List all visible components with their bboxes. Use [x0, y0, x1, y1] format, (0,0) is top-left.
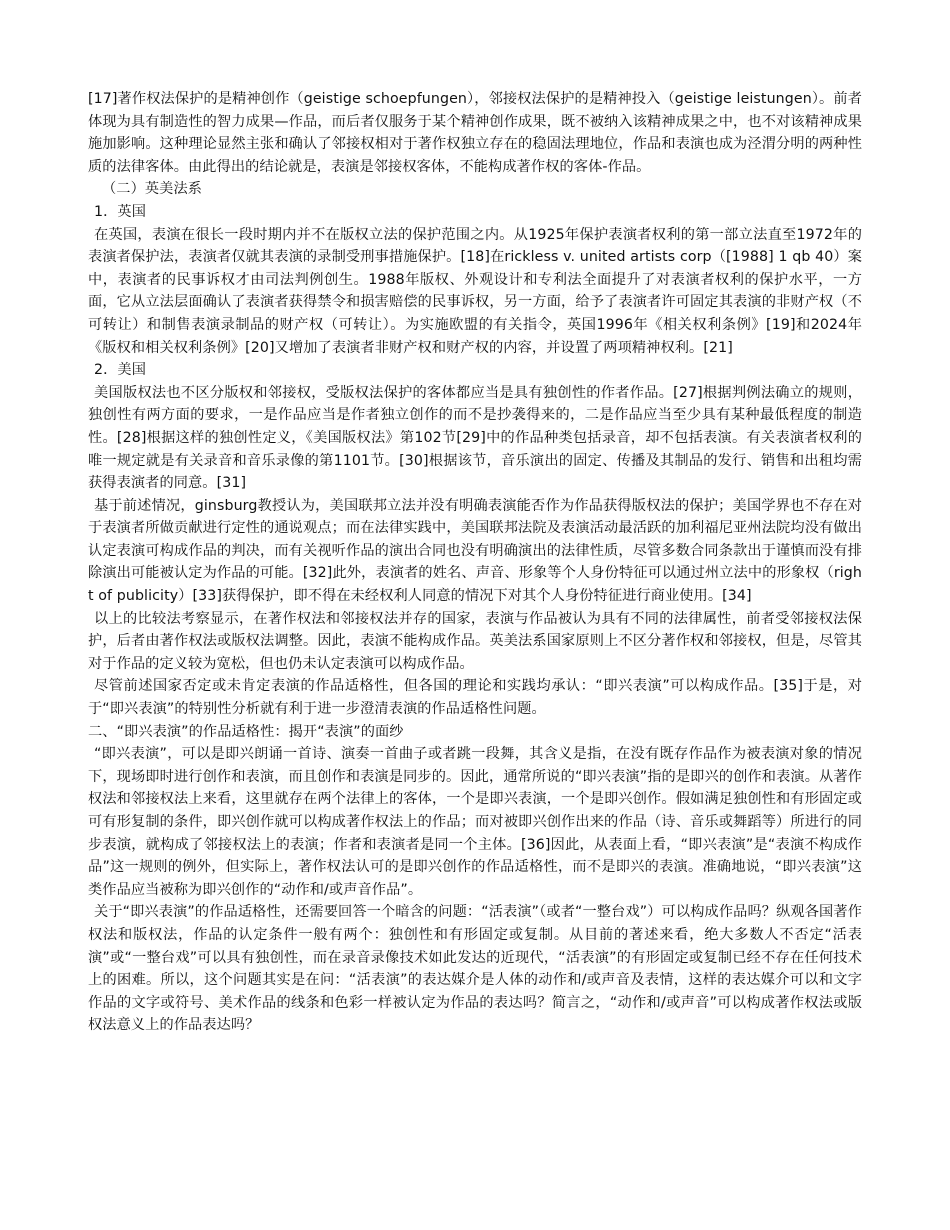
- paragraph-improvisation-definition: “即兴表演”，可以是即兴朗诵一首诗、演奏一首曲子或者跳一段舞，其含义是指，在没有既存作品作为被表演对象的情况下，现场即时进行创作和表演，而且创作和表演是同步的。因此，通常所说的“即兴表演”指的是即兴的创作和表演。从著作权法和邻接权法上来看，这里就存在两个法律上的客体，一个是即兴表演，一个是即兴创作。假如满足独创性和有形固定或可有形复制的条件，即兴创作就可以构成著作权法上的作品；而对被即兴创作出来的作品（诗、音乐或舞蹈等）所进行的同步表演，就构成了邻接权法上的表演；作者和表演者是同一个主体。[36]因此，从表面上看，“即兴表演”是“表演不构成作品”这一规则的例外，但实际上，著作权法认可的是即兴创作的作品适格性，而不是即兴的表演。准确地说，“即兴表演”这类作品应当被称为即兴创作的“动作和/或声音作品”。: [88, 746, 862, 898]
- paragraph-live-performance-question: 关于“即兴表演”的作品适格性，还需要回答一个暗含的问题：“活表演”（或者“一整台戏”）可以构成作品吗？纵观各国著作权法和版权法，作品的认定条件一般有两个：独创性和有形固定或复制。从目前的著述来看，绝大多数人不否定“活表演”或“一整台戏”可以具有独创性，而在录音录像技术如此发达的近现代，“活表演”的有形固定或复制已经不存在任何技术上的困难。所以，这个问题其实是在问：“活表演”的表达媒介是人体的动作和/或声音及表情，这样的表达媒介可以和文字作品的文字或符号、美术作品的线条和色彩一样被认定为作品的表达吗？简言之，“动作和/或声音”可以构成著作权法或版权法意义上的作品表达吗？: [88, 904, 862, 1034]
- paragraph-us-copyright: 美国版权法也不区分版权和邻接权，受版权法保护的客体都应当是具有独创性的作者作品。[27]根据判例法确立的规则，独创性有两方面的要求，一是作品应当是作者独立创作的而不是抄袭得来的，二是作品应当至少具有某种最低程度的制造性。[28]根据这样的独创性定义，《美国版权法》第102节[29]中的作品种类包括录音，却不包括表演。有关表演者权利的唯一规定就是有关录音和音乐录像的第1101节。[30]根据该节，音乐演出的固定、传播及其制品的发行、销售和出租均需获得表演者的同意。[31]: [88, 384, 862, 492]
- subheading-us: 2．美国: [94, 362, 146, 379]
- paragraph-ginsburg: 基于前述情况，ginsburg教授认为，美国联邦立法并没有明确表演能否作为作品获得版权法的保护；美国学界也不存在对于表演者所做贡献进行定性的通说观点；而在法律实践中，美国联邦法院及表演活动最活跃的加利福尼亚州法院均没有做出认定表演可构成作品的判决，而有关视听作品的演出合同也没有明确演出的法律性质，尽管多数合同条款出于谨慎而没有排除演出可能被认定为作品的可能。[32]此外，表演者的姓名、声音、形象等个人身份特征可以通过州立法中的形象权（right of publicity）[33]获得保护，即不得在未经权利人同意的情况下对其个人身份特征进行商业使用。[34]: [88, 497, 862, 605]
- subheading-uk: 1．英国: [94, 203, 146, 220]
- section-heading-common-law: （二）英美法系: [102, 181, 203, 198]
- paragraph-improvisation-intro: 尽管前述国家否定或未肯定表演的作品适格性，但各国的理论和实践均承认：“即兴表演”可以构成作品。[35]于是，对于“即兴表演”的特别性分析就有利于进一步澄清表演的作品适格性问题。: [88, 678, 862, 718]
- paragraph-comparative-conclusion: 以上的比较法考察显示，在著作权法和邻接权法并存的国家，表演与作品被认为具有不同的法律属性，前者受邻接权法保护，后者由著作权法或版权法调整。因此，表演不能构成作品。英美法系国家原则上不区分著作权和邻接权，但是，尽管其对于作品的定义较为宽松，但也仍未认定表演可以构成作品。: [88, 610, 862, 672]
- paragraph-german-theory: [17]著作权法保护的是精神创作（geistige schoepfungen），邻接权法保护的是精神投入（geistige leistungen）。前者体现为具有制造性的智力成果—作品，而后者仅服务于某个精神创作成果，既不被纳入该精神成果之中，也不对该精神成果施加影响。这种理论显然主张和确认了邻接权相对于著作权独立存在的稳固法理地位，作品和表演也成为泾渭分明的两种性质的法律客体。由此得出的结论就是，表演是邻接权客体，不能构成著作权的客体-作品。: [88, 91, 862, 175]
- section-heading-improvisation: 二、“即兴表演”的作品适格性：揭开“表演”的面纱: [88, 723, 404, 740]
- paragraph-uk: 在英国，表演在很长一段时期内并不在版权立法的保护范围之内。从1925年保护表演者权利的第一部立法直至1972年的表演者保护法，表演者仅就其表演的录制受刑事措施保护。[18]在rickless v. united artists corp（[1988] 1 qb 40）案中，表演者的民事诉权才由司法判例创生。1988年版权、外观设计和专利法全面提升了对表演者权利的保护水平，一方面，它从立法层面确认了表演者获得禁令和损害赔偿的民事诉权，另一方面，给予了表演者许可固定其表演的非财产权（不可转让）和制售表演录制品的财产权（可转让）。为实施欧盟的有关指令，英国1996年《相关权利条例》[19]和2024年《版权和相关权利条例》[20]又增加了表演者非财产权和财产权的内容，并设置了两项精神权利。[21]: [88, 226, 862, 356]
